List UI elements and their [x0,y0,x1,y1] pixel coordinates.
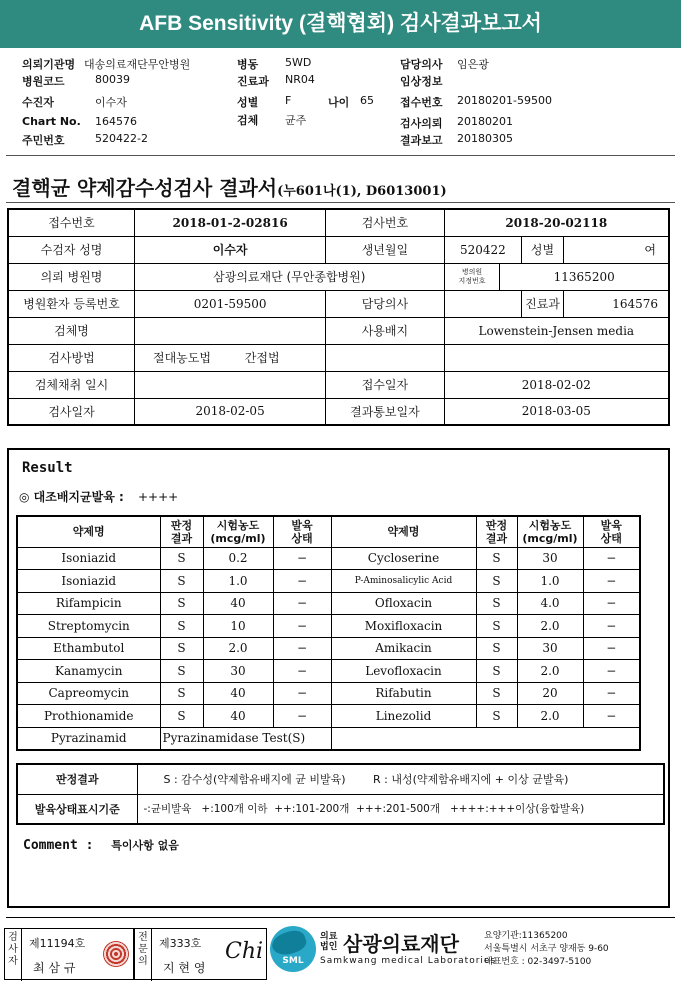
report-date-value: 20180305 [457,132,513,145]
drug-growth: − [273,592,331,615]
collector-value: 이수자 [95,96,127,109]
drug-result: S [476,705,517,728]
header-judgment-line2: 결과 [485,531,508,545]
drug-name: Isoniazid [17,570,160,593]
drug-name: Linezolid [331,705,476,728]
header-judgment-line2: 결과 [170,531,193,545]
patient-info-table [7,208,670,426]
resident-no-value: 520422-2 [95,132,148,145]
clinical-info-label: 임상정보 [400,75,443,88]
drug-result: S [160,570,203,593]
drug-result: S [160,637,203,660]
dept-value-cell: 164576 [563,290,669,317]
test-date-label: 검사일자 [8,398,135,425]
drug-concentration: 30 [517,547,583,570]
drug-name: Prothionamide [17,705,160,728]
receipt-no-value: 2018-01-2-02816 [135,209,326,236]
resident-no-label: 주민번호 [22,134,65,147]
drug-concentration: 1.0 [203,570,273,593]
header-drug: 약제명 [331,516,476,547]
drug-name: Ethambutol [17,637,160,660]
requesting-org-label: 의뢰기관명 [22,58,76,71]
org-prefix-line2: 법인 [320,942,338,952]
drug-concentration: 30 [517,637,583,660]
drug-result: S [476,592,517,615]
designated-label-line1: 병의원 [461,267,483,276]
divider [6,202,675,203]
drug-table-body [17,547,640,750]
specialist-vertical-label: 전문의 [135,929,152,981]
header-growth [583,516,640,547]
designated-label-line2: 지정번호 [458,276,486,285]
drug-growth: − [273,660,331,683]
drug-result: S [160,682,203,705]
request-date-value: 20180201 [457,115,513,128]
drug-concentration: 40 [203,592,273,615]
hospital-code-value: 80039 [95,73,130,86]
drug-growth: − [273,570,331,593]
receipt-value: 20180201-59500 [457,94,552,107]
drug-row [17,592,640,615]
drug-name: Capreomycin [17,682,160,705]
header-growth-line1: 발육 [291,518,313,532]
report-subtitle [12,172,447,201]
empty-cell [331,727,640,750]
designated-no-label [444,263,500,290]
drug-row [17,570,640,593]
receipt-no-label: 접수번호 [8,209,135,236]
specialist-box [134,928,267,980]
drug-result: S [160,660,203,683]
drug-name: Cycloserine [331,547,476,570]
drug-concentration: 4.0 [517,592,583,615]
header-drug: 약제명 [17,516,160,547]
collector-label: 수진자 [22,96,54,109]
test-date-value: 2018-02-05 [135,398,326,425]
org-prefix-line1: 의료 [320,932,338,942]
drug-name: P-Aminosalicylic Acid [331,570,476,593]
header-growth-line2: 상태 [291,531,313,545]
requesting-org-value: 대송의료재단무안병원 [84,58,191,71]
patient-name-value: 이수자 [135,236,326,263]
drug-growth: − [583,592,640,615]
header-growth [273,516,331,547]
drug-concentration: 40 [203,705,273,728]
logo-text: SML [282,956,304,966]
drug-growth: − [583,570,640,593]
header-judgment [476,516,517,547]
org-prefix [320,932,337,952]
specialist-license-no: 제333호 [159,937,202,950]
growth-legend-text: -:균비발육 +:100개 이하 ++:101-200개 +++:201-500개 ++++:+++이상(융합발육) [137,794,664,824]
patient-sex-value: 여 [563,236,669,263]
subtitle-main: 결핵균 약제감수성검사 결과서 [12,176,278,200]
pyrazinamid-row [17,727,640,750]
drug-concentration: 1.0 [517,570,583,593]
designated-no-value: 11365200 [500,263,669,290]
request-info-section [0,52,681,150]
header-growth-line1: 발육 [600,518,622,532]
drug-concentration: 0.2 [203,547,273,570]
drug-sensitivity-table [16,515,641,751]
request-date-label: 검사의뢰 [400,117,443,130]
test-no-value: 2018-20-02118 [444,209,669,236]
header-conc-line2: (mcg/ml) [210,531,266,545]
legend-s: S : 감수성(약제함유배지에 균 비발육) [163,773,346,787]
sex-value: F [285,94,292,107]
header-judgment-line1: 판정 [485,518,508,532]
specimen-label: 검체 [237,114,259,127]
drug-row [17,637,640,660]
method-indirect: 간접법 [244,351,280,365]
birth-value: 520422 [444,236,522,263]
tester-vertical-label: 검사자 [5,929,22,981]
dept-label-cell: 진료과 [522,290,564,317]
drug-result: S [476,682,517,705]
method-value [135,344,326,371]
ward-value: 5WD [285,56,312,69]
chart-no-label: Chart No. [22,115,81,128]
drug-row [17,660,640,683]
hospital-value: 삼광의료재단 (무안종합병원) [135,263,445,290]
header-conc [517,516,583,547]
chart-no-value: 164576 [95,115,137,128]
drug-concentration: 10 [203,615,273,638]
control-growth-label: ◎ 대조배지균발육 : [19,490,124,504]
specimen-name-label: 검체명 [8,317,135,344]
drug-row [17,682,640,705]
notify-date-value: 2018-03-05 [444,398,669,425]
drug-row [17,705,640,728]
tester-box [4,928,134,980]
judgment-legend-text [137,764,664,794]
specimen-value: 균주 [285,114,307,127]
physician-value [444,290,522,317]
drug-name: Amikacin [331,637,476,660]
header-conc-line1: 시험농도 [528,518,572,532]
method-label: 검사방법 [8,344,135,371]
drug-concentration: 2.0 [517,660,583,683]
drug-name: Streptomycin [17,615,160,638]
doctor-label: 담당의사 [400,58,443,71]
drug-result: S [160,547,203,570]
specialist-signature: Chi [225,939,264,964]
receipt-label: 접수번호 [400,96,443,109]
header-conc-line2: (mcg/ml) [522,531,578,545]
sml-logo-icon [270,926,316,972]
method-empty-cell [444,344,669,371]
drug-result: S [476,660,517,683]
drug-growth: − [273,615,331,638]
drug-result: S [476,570,517,593]
drug-name: Rifabutin [331,682,476,705]
patient-reg-label: 병원환자 등록번호 [8,290,135,317]
notify-date-label: 결과통보일자 [326,398,444,425]
drug-name: Pyrazinamid [17,727,160,750]
drug-concentration: 30 [203,660,273,683]
result-section [7,448,670,908]
drug-growth: − [273,637,331,660]
drug-growth: − [583,660,640,683]
pyrazinamidase-test: Pyrazinamidase Test(S) [160,727,331,750]
logo-wave-shape [270,927,309,959]
footer [0,918,681,993]
comment-text: 특이사항 없음 [111,839,179,852]
drug-name: Rifampicin [17,592,160,615]
comment [23,837,179,853]
header-judgment [160,516,203,547]
patient-sex-label: 성별 [522,236,564,263]
report-title-bar [0,0,681,48]
drug-row [17,615,640,638]
tester-name: 최 삼 규 [33,961,76,975]
org-english-name: Samkwang medical Laboratories [320,956,497,966]
dept-value: NR04 [285,73,315,86]
growth-legend-label: 발육상태표시기준 [17,794,137,824]
drug-result: S [160,615,203,638]
collect-date-label: 검체채취 일시 [8,371,135,398]
drug-name: Kanamycin [17,660,160,683]
medium-value: Lowenstein-Jensen media [444,317,669,344]
drug-concentration: 20 [517,682,583,705]
specimen-name-value [135,317,326,344]
medium-label: 사용배지 [326,317,444,344]
drug-concentration: 2.0 [517,615,583,638]
legend-table [16,763,665,825]
drug-result: S [476,637,517,660]
drug-result: S [476,615,517,638]
org-address: 서울특별시 서초구 양재동 9-60 [484,944,609,954]
drug-name: Moxifloxacin [331,615,476,638]
drug-growth: − [273,705,331,728]
result-title: Result [22,460,73,476]
hospital-code-label: 병원코드 [22,75,65,88]
drug-growth: − [273,682,331,705]
org-contact [484,930,609,969]
drug-result: S [160,592,203,615]
drug-growth: − [583,682,640,705]
ward-label: 병동 [237,58,259,71]
drug-growth: − [583,637,640,660]
drug-name: Isoniazid [17,547,160,570]
subtitle-code: (누601나(1), D6013001) [277,184,447,199]
birth-label: 생년월일 [326,236,444,263]
header-conc [203,516,273,547]
legend-r: R : 내성(약제함유배지에 + 이상 균발육) [373,773,569,787]
control-growth-value: ++++ [137,490,179,504]
drug-row [17,547,640,570]
patient-name-label: 수검자 성명 [8,236,135,263]
org-name: 삼광의료재단 [343,932,459,956]
drug-name: Levofloxacin [331,660,476,683]
control-growth [19,488,178,505]
dept-label: 진료과 [237,75,269,88]
receive-date-label: 접수일자 [326,371,444,398]
method-absolute: 절대농도법 [153,351,211,365]
divider [6,155,675,156]
drug-concentration: 2.0 [517,705,583,728]
test-no-label: 검사번호 [326,209,444,236]
header-conc-line1: 시험농도 [216,518,260,532]
drug-concentration: 2.0 [203,637,273,660]
doctor-value: 임은광 [457,58,489,71]
receive-date-value: 2018-02-02 [444,371,669,398]
tester-seal-icon [103,941,129,967]
drug-growth: − [583,547,640,570]
age-label: 나이 [328,96,350,109]
judgment-legend-label: 판정결과 [17,764,137,794]
drug-concentration: 40 [203,682,273,705]
drug-growth: − [583,615,640,638]
specialist-name: 지 현 영 [163,961,206,975]
comment-label: Comment : [23,838,94,853]
sex-label: 성별 [237,96,259,109]
collect-date-value [135,371,326,398]
tester-license-no: 제11194호 [29,937,86,950]
drug-result: S [476,547,517,570]
org-code: 요양기관:11365200 [484,931,568,941]
method-empty-cell [326,344,444,371]
report-date-label: 결과보고 [400,134,443,147]
drug-name: Ofloxacin [331,592,476,615]
age-value: 65 [360,94,374,107]
drug-growth: − [273,547,331,570]
report-title: AFB Sensitivity (결핵협회) 검사결과보고서 [139,12,542,35]
physician-label: 담당의사 [326,290,444,317]
drug-growth: − [583,705,640,728]
header-judgment-line1: 판정 [170,518,193,532]
hospital-label: 의뢰 병원명 [8,263,135,290]
drug-result: S [160,705,203,728]
header-growth-line2: 상태 [600,531,622,545]
org-phone: 대표번호 : 02-3497-5100 [484,957,592,967]
patient-reg-value: 0201-59500 [135,290,326,317]
